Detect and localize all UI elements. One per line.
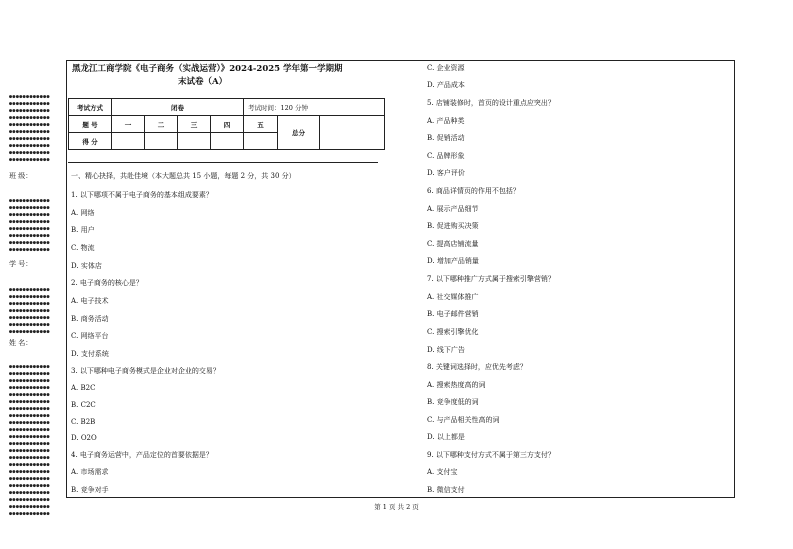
exam-time: 考试时间：120 分钟 [244, 99, 385, 116]
total-score-cell[interactable] [320, 116, 385, 150]
option-line: B. 促销活动 [427, 134, 465, 142]
column-header: 四 [211, 116, 244, 133]
binding-dots: ●●●●●●●●●●●● ●●●●●●●●●●●● ●●●●●●●●●●●● ●●●●●●●●●●●● ●●●●●●●●●●●● ●●●●●●●●●●●● ●●●●●●●●●●●● ●●●●●●●●●●●● [9, 198, 50, 253]
option-line: B. 用户 [71, 226, 95, 234]
question-line: 3. 以下哪种电子商务模式是企业对企业的交易？ [71, 367, 220, 375]
binding-dots: ●●●●●●●●●●●● ●●●●●●●●●●●● ●●●●●●●●●●●● ●●●●●●●●●●●● ●●●●●●●●●●●● ●●●●●●●●●●●● ●●●●●●●●●●●● [9, 287, 50, 335]
option-line: D. O2O [71, 434, 97, 442]
exam-title-line1: 黑龙江工商学院《电子商务（实战运营）》2024-2025 学年第一学期期 [72, 64, 343, 74]
exam-title-line2: 末试卷（A） [178, 77, 228, 87]
score-cell[interactable] [178, 133, 211, 150]
option-line: B. 商务活动 [71, 315, 109, 323]
question-line: 6. 商品详情页的作用不包括？ [427, 187, 520, 195]
question-line: 2. 电子商务的核心是？ [71, 279, 143, 287]
option-line: C. 网络平台 [71, 332, 109, 340]
option-line: D. 产品成本 [427, 81, 465, 89]
page-number: 第 1 页 共 2 页 [374, 503, 419, 511]
score-cell[interactable] [145, 133, 178, 150]
student-id-label: 学 号： [9, 260, 33, 268]
option-line: D. 增加产品销量 [427, 257, 479, 265]
section-heading: 一、精心抉择，共赴佳境（本大题总共 15 小题，每题 2 分，共 30 分） [71, 172, 296, 180]
option-line: C. 物流 [71, 244, 95, 252]
name-label: 姓 名： [9, 339, 33, 347]
option-line: C. 与产品相关性高的词 [427, 416, 500, 424]
total-label: 总分 [277, 116, 319, 150]
option-line: B. 竞争度低的词 [427, 398, 479, 406]
column-header: 一 [112, 116, 145, 133]
score-table [68, 98, 385, 150]
score-cell[interactable] [211, 133, 244, 150]
score-cell[interactable] [244, 133, 278, 150]
option-line: B. C2C [71, 401, 96, 409]
question-line: 4. 电子商务运营中，产品定位的首要依据是？ [71, 451, 213, 459]
question-line: 8. 关键词选择时，应优先考虑？ [427, 363, 527, 371]
option-line: A. 展示产品细节 [427, 205, 479, 213]
option-line: D. 实体店 [71, 262, 102, 270]
option-line: A. 市场需求 [71, 468, 109, 476]
option-line: A. 搜索热度高的词 [427, 381, 486, 389]
score-label: 得 分 [69, 133, 112, 150]
option-line: C. 企业资源 [427, 64, 465, 72]
option-line: A. 社交媒体推广 [427, 293, 479, 301]
binding-dots: ●●●●●●●●●●●● ●●●●●●●●●●●● ●●●●●●●●●●●● ●●●●●●●●●●●● ●●●●●●●●●●●● ●●●●●●●●●●●● ●●●●●●●●●●●● ●●●●●●●●●●●● ●●●●●●●●●●●● ●●●●●●●●●●●● [9, 94, 50, 163]
binding-dots: ●●●●●●●●●●●● ●●●●●●●●●●●● ●●●●●●●●●●●● ●●●●●●●●●●●● ●●●●●●●●●●●● ●●●●●●●●●●●● ●●●●●●●●●●●● ●●●●●●●●●●●● ●●●●●●●●●●●● ●●●●●●●●●●●● ●●●●●●●●●●●● ●●●●●●●●●●●● ●●●●●●●●●●●● ●●●●●●●●●●●● ●●●●●●●●●●●● ●●●●●●●●●●●● ●●●●●●●●●●●● ●●●●●●●●●●●● ●●●●●●●●●●●● ●●●●●●●●●●●● ●●●●●●●●●●●● ●●●●●●●●●●●● [9, 364, 50, 517]
question-line: 9. 以下哪种支付方式不属于第三方支付？ [427, 451, 555, 459]
option-line: C. B2B [71, 418, 96, 426]
option-line: A. 支付宝 [427, 468, 458, 476]
column-header: 五 [244, 116, 278, 133]
option-line: D. 支付系统 [71, 350, 109, 358]
question-line: 7. 以下哪种推广方式属于搜索引擎营销？ [427, 275, 555, 283]
question-line: 5. 店铺装修时，首页的设计重点应突出？ [427, 99, 555, 107]
class-label: 班 级： [9, 172, 33, 180]
option-line: A. B2C [71, 384, 96, 392]
option-line: B. 电子邮件营销 [427, 310, 479, 318]
option-line: C. 提高店铺流量 [427, 240, 479, 248]
score-cell[interactable] [112, 133, 145, 150]
option-line: A. 产品种类 [427, 117, 465, 125]
exam-mode-label: 考试方式 [69, 99, 112, 116]
option-line: D. 以上都是 [427, 433, 465, 441]
option-line: B. 促进购买决策 [427, 222, 479, 230]
question-no-label: 题 号 [69, 116, 112, 133]
option-line: B. 竞争对手 [71, 486, 109, 494]
column-header: 二 [145, 116, 178, 133]
divider [68, 162, 378, 163]
column-header: 三 [178, 116, 211, 133]
option-line: A. 网络 [71, 209, 95, 217]
option-line: A. 电子技术 [71, 297, 109, 305]
question-line: 1. 以下哪项不属于电子商务的基本组成要素？ [71, 191, 213, 199]
option-line: C. 品牌形象 [427, 152, 465, 160]
option-line: C. 搜索引擎优化 [427, 328, 479, 336]
option-line: B. 微信支付 [427, 486, 465, 494]
option-line: D. 客户评价 [427, 169, 465, 177]
exam-mode-value: 闭卷 [112, 99, 244, 116]
option-line: D. 线下广告 [427, 346, 465, 354]
